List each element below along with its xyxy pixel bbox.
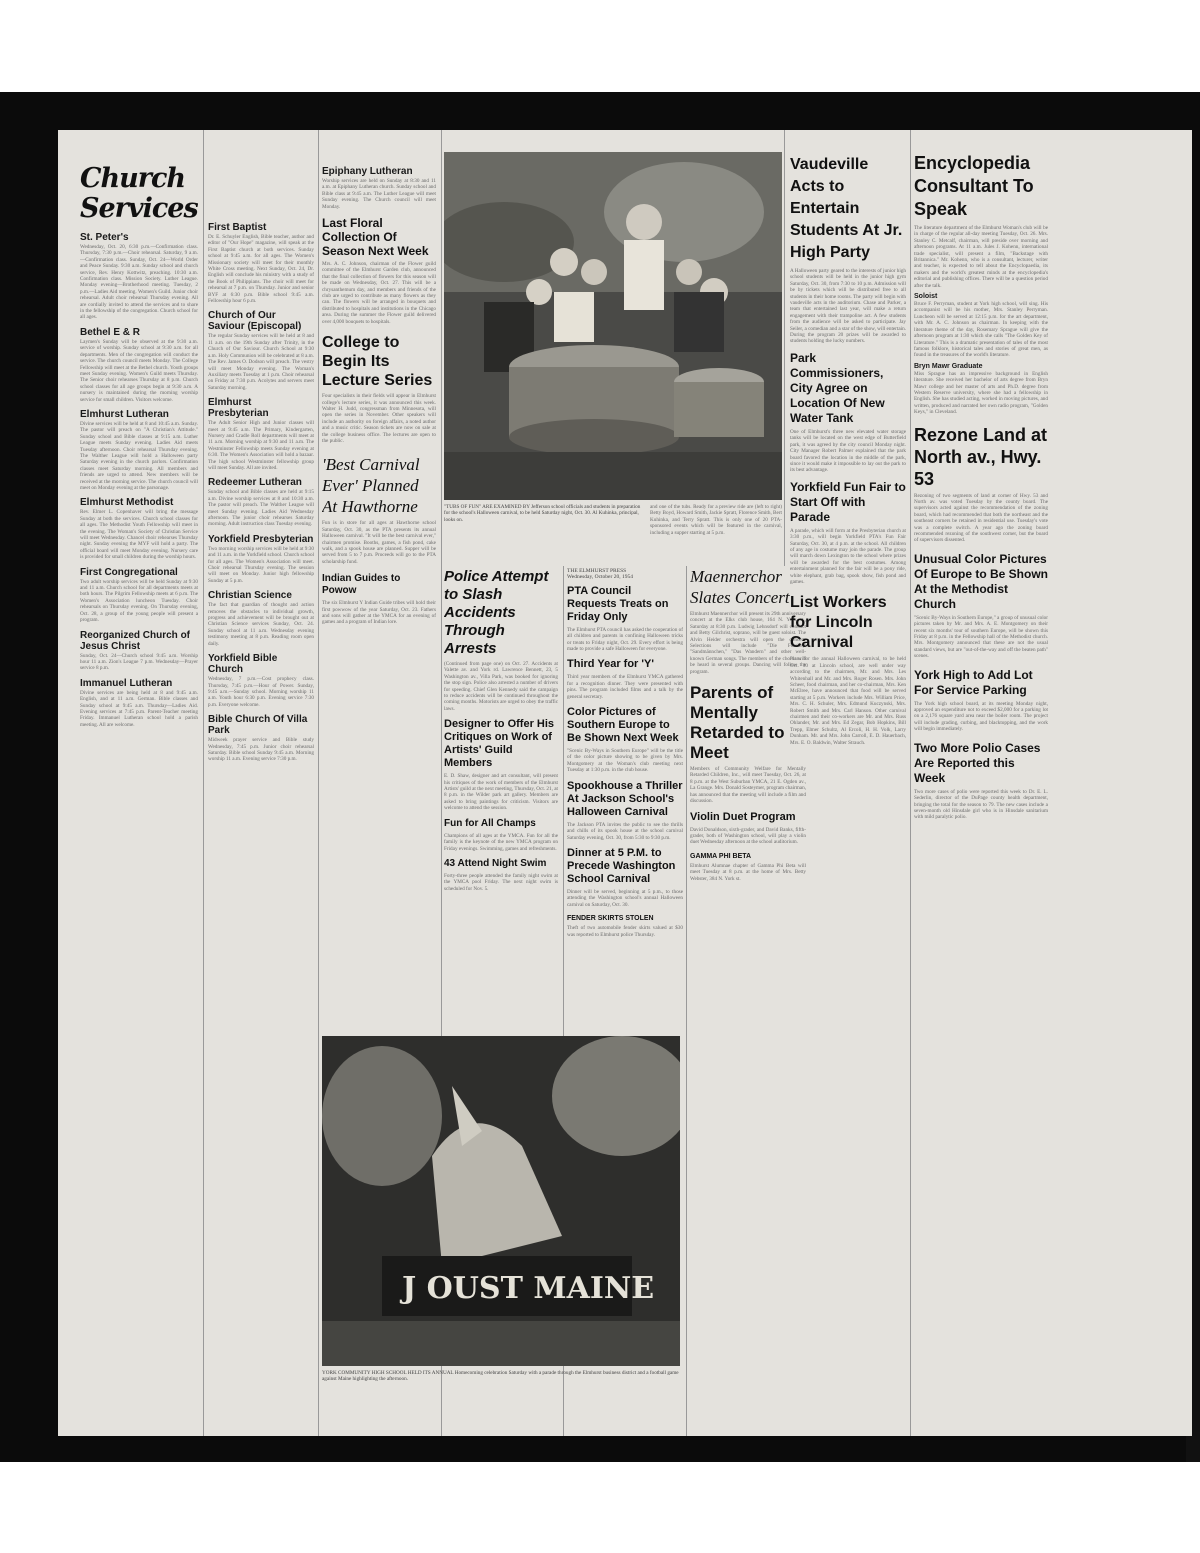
photo-image xyxy=(322,1036,680,1366)
text-block: Sunday school and Bible classes are held at 9:15 a.m. Divine worship services at 8 and 10:30 a.m. The pastor will preach. The Walther League will meet Sunday evening. Ladies Aid Wednesday afternoon. The junior choir rehearses Saturday morning. Adult instruction class Tuesday evening. xyxy=(208,489,314,528)
headline-third-year: Third Year for 'Y' xyxy=(567,658,654,671)
headline-carnival-hawthorne: 'Best Carnival Ever' Planned At Hawthorne xyxy=(322,455,420,517)
heading-reorganized: Reorganized Church of Jesus Christ xyxy=(80,629,191,652)
headline-fender: FENDER SKIRTS STOLEN xyxy=(567,915,654,923)
column-rule xyxy=(784,130,785,566)
heading-redeemer: Redeemer Lutheran xyxy=(208,477,302,489)
heading-our-saviour: Church of Our Saviour (Episcopal) xyxy=(208,310,302,333)
subhead-soloist: Soloist xyxy=(914,293,938,301)
text-block: Miss Sprague has an impressive background in English literature. She received her bachelor of arts degree from Bryn Mawr college and her master of arts and Ph.D. degree from Western Reserve university, where she had a fellowship in English. She has studied acting, worked in moving pictures, and written, produced and narrated her own radio program, "Golden Keys," in Cleveland. xyxy=(914,370,1048,416)
headline-spookhouse: Spookhouse a Thriller At Jackson School's Halloween Carnival xyxy=(567,779,683,818)
headline-vaudeville: Vaudeville Acts to Entertain Students At Jr. High Party xyxy=(790,156,903,261)
headline-park-commissioners: Park Commissioners, City Agree on Location Of New Water Tank xyxy=(790,350,885,425)
heading-bethel: Bethel E & R xyxy=(80,326,141,338)
text-block: Champions of all ages at the YMCA. Fun for all the family is the keynote of the new YMCA program on Friday evenings. Swimming, games and refreshments. xyxy=(444,832,558,852)
heading-elmhurst-presbyterian: Elmhurst Presbyterian xyxy=(208,397,269,420)
column-church-left xyxy=(80,130,198,1436)
text-block: Rezoning of two segments of land at corner of Hwy. 53 and North av. was voted Tuesday by the county board. The supervisors acted against the recommendation of the zoning board, which had recommended that both the northeast and the southeast corners be retained in residential use. Tuesday's vote was a complete switch. A year ago the zoning board recommended rezoning of the southwest corner, but the board of supervisors dissented. xyxy=(914,492,1048,544)
photo-tubs-of-fun xyxy=(444,152,782,500)
headline-pta: PTA Council Requests Treats on Friday Only xyxy=(567,584,669,623)
column-rule xyxy=(203,130,204,1436)
headline-dinner: Dinner at 5 P.M. to Precede Washington School Carnival xyxy=(567,846,676,885)
headline-rezone: Rezone Land at North av., Hwy. 53 xyxy=(914,424,1048,489)
text-block: Two adult worship services will be held Sunday at 9:30 and 11 a.m. Church school for all departments meets at both hours. The Pilgrim Fellowship meets at 6 p.m. The Women's Association luncheon Tuesday. Choir rehearsals on Thursday evening. On Thursday evening, Oct. 28, a group of the young people will present a program. xyxy=(80,578,198,624)
headline-lincoln: List Workers for Lincoln Carnival xyxy=(790,594,887,652)
text-block: (Continued from page one) on Oct. 27. Accidents at Valette av. and York rd. Lawrence Bennett, 23, 5 Washington av., Villa Park, was booked for ignoring the stop sign. Police also arrested a number of drivers for speeding. Chief Glen Kennedy said the campaign to reduce accidents will be continued throughout the coming months. Motorists are urged to obey the traffic laws. xyxy=(444,661,558,712)
text-block: Wednesday, Oct. 20, 6:30 p.m.—Confirmation class. Thursday, 7:30 p.m.—Choir rehearsal. Saturday, 9 a.m.—Confirmation class. Sunday, Oct. 24—World Order and Peace Sunday. 9:30 a.m. Sunday school and church service, Rev. Henry Kottwitz, preaching. 10:30 a.m. Confirmation class. Mission Society. Luther League. Monday evening—Brotherhood meeting. Tuesday, 2 p.m.—Ladies Aid meeting. Women's Guild. Junior choir rehearsal. Adult choir rehearsal Thursday evening. All are cordially invited to attend the services and to share in the fellowship of the congregation. Church school for all ages. xyxy=(80,244,198,321)
text-block: Two morning worship services will be held at 9:30 and 11 a.m. in the Yorkfield school. Church school for all ages. The Women's Association will meet. Choir rehearsal Thursday evening. The session will meet on Monday. Junior high fellowship Sunday at 5 p.m. xyxy=(208,545,314,584)
headline-unusual-color: Unusual Color Pictures Of Europe to Be Shown At the Methodist Church xyxy=(914,551,1048,611)
subhead-bryn-mawr: Bryn Mawr Graduate xyxy=(914,362,983,370)
headline-parents: Parents of Mentally Retarded to Meet xyxy=(690,683,785,763)
section-masthead: Church Services xyxy=(80,163,198,224)
heading-elmhurst-methodist: Elmhurst Methodist xyxy=(80,497,174,509)
text-block: The six Elmhurst Y Indian Guide tribes will hold their first powwow of the year Saturday, Oct. 23. Fathers and sons will gather at the YMCA for an evening of games and a program of Indian lore. xyxy=(322,600,436,626)
text-block: "Scenic By-Ways in Southern Europe" will be the title of the color picture showing to be given by Mrs. Montgomery at the Woman's club meeting next Tuesday at 1:30 p.m. in the club house. xyxy=(567,748,683,774)
photo-homecoming-float xyxy=(322,1036,680,1366)
text-block: The Elmhurst PTA council has asked the cooperation of all children and parents in confining Halloween tricks or treats to Friday night, Oct. 29. Every effort is being made to provide a safe Halloween for everyone. xyxy=(567,626,683,653)
text-block: E. D. Shaw, designer and art consultant, will present his critiques of the work of members of the Elmhurst Artists' guild at the next meeting, Thursday, Oct. 21, at 8 p.m. in the Wilder park art gallery. Members are asked to bring paintings for criticism. Visitors are welcome to attend the session. xyxy=(444,773,558,812)
heading-epiphany: Epiphany Lutheran xyxy=(322,166,413,177)
headline-yorkfield-fun: Yorkfield Fun Fair to Start Off with Parade xyxy=(790,479,906,524)
text-block: Fun is in store for all ages at Hawthorne school Saturday, Oct. 30, as the PTA presents its annual Halloween carnival. "It will be the best carnival ever," chairmen promise. Booths, games, a fish pond, cake walk, and a spook house are planned. Supper will be served from 5 to 7 p.m. Proceeds will go to the PTA scholarship fund. xyxy=(322,520,436,565)
headline-indian-guides: Indian Guides to Powow xyxy=(322,573,401,597)
heading-immanuel: Immanuel Lutheran xyxy=(80,677,173,689)
text-block: Bruce F. Perryman, student at York high school, will sing. His accompanist will be his mother, Mrs. Stanley Perryman. Luncheon will be served at 12:15 p.m. for the art department, with Mr. A. C. Johnson as chairman. In keeping with the literature theme of the day, Rosemary Sprague will give the afternoon program at 1:30 which she calls "The Golden Key of Literature." This is a dramatic presentation of tales of the most famous folklore, historical tales and stories of great men, as found in the treasures of the world's literature. xyxy=(914,301,1048,359)
heading-christian-science: Christian Science xyxy=(208,590,292,602)
heading-first-baptist: First Baptist xyxy=(208,222,267,233)
text-block: The Jackson PTA invites the public to see the thrills and chills of its spook house at the school carnival Saturday evening, Oct. 30, from 5:30 to 9:30 p.m. xyxy=(567,821,683,841)
text-block: Elmhurst Alumnae chapter of Gamma Phi Beta will meet Tuesday at 8 p.m. at the home of Mrs. Betty Webster, 384 N. York st. xyxy=(690,862,806,882)
headline-night-swim: 43 Attend Night Swim xyxy=(444,857,547,869)
text-block: Theft of two automobile fender skirts valued at $30 was reported to Elmhurst police Thursday. xyxy=(567,925,683,938)
text-block: Forty-three people attended the family night swim at the YMCA pool Friday. The next night swim is scheduled for Nov. 5. xyxy=(444,872,558,892)
text-block: Four specialists in their fields will appear in Elmhurst college's lecture series, it was announced this week. Walter H. Judd, congressman from Minnesota, will open the series in November. Other speakers will include an authority on foreign affairs, a noted author and a music critic. Season tickets are now on sale at the college business office. The lectures are open to the public. xyxy=(322,393,436,444)
headline-polio: Two More Polio Cases Are Reported this Week xyxy=(914,740,1041,785)
text-block: The literature department of the Elmhurst Woman's club will be in charge of the regular all-day meeting Tuesday, Oct. 26. Mrs. Stanley C. Metcalf, chairman, will preside over morning and afternoon programs. At 11 a.m. Jules J. Kohenn, international trade specialist, will present a film, "Backstage with Britannica." Mr. Kohenn, who is a consultant, lecturer, writer and teacher, is expected to tell about the Encyclopaedia, its makers and the world's greatest minds at the encyclopedia's editorial and publishing offices. There will be a question period after the talk. xyxy=(914,225,1048,289)
text-block: and one of the tubs. Ready for a preview ride are (left to right) Betty Boyd, Howard Smith, Jackie Spratt, Florence Smith, Bert Kuhinka, and Terry Spratt. This is only one of 20 PTA-sponsored events which will be featured in the carnival, including a supper starting at 5 p.m. xyxy=(650,504,782,536)
headline-floral: Last Floral Collection Of Season Next Week xyxy=(322,216,429,259)
caption-tubs-of-fun: "TUBS OF FUN" ARE EXAMINED BY Jefferson school officials and students in preparation for the school's Halloween carnival, to be held Saturday night, Oct. 30. Al Kuhinka, principal, looks on. xyxy=(444,504,641,523)
text-block: Worship services are held on Sunday at 8:30 and 11 a.m. at Epiphany Lutheran church. Sunday school and Bible class at 9:45 a.m. The Luther League will meet Sunday evening. The Church council will meet Monday. xyxy=(322,178,436,210)
column-rule xyxy=(910,130,911,1436)
text-block: Rev. Elmer L. Copenhaver will bring the message Sunday at both the services. Church school classes for all ages. The Methodist Youth Fellowship will meet in the evening. The Woman's Society of Christian Service will meet Wednesday. Chancel choir rehearses Thursday night. Sunday evening the MYF will hold a party. The official board will meet Monday evening. Nursery care is provided for small children during the worship hours. xyxy=(80,509,198,561)
text-block: The York high school board, at its meeting Monday night, approved an expenditure not to exceed $2,000 for a parking lot on a 2,176 square yard area near the boiler room. The project will include grading, curbing, and blacktopping, and the work will begin immediately. xyxy=(914,700,1048,733)
headline-encyclopedia: Encyclopedia Consultant To Speak xyxy=(914,153,1034,219)
headline-fun-champs: Fun for All Champs xyxy=(444,817,536,829)
newspaper-page xyxy=(58,130,1192,1436)
text-block: Third year members of the Elmhurst YMCA gathered for a recognition dinner. They were presented with pins. The program included films and a talk by the general secretary. xyxy=(567,674,683,700)
text-block: The fact that guardian of thought and action removes the obstacles to individual growth, progress and achievement will be brought out at Christian Science services Sunday, Oct. 24. Sunday school at 11 a.m. Wednesday evening testimony meeting at 8 p.m. Reading room open daily. xyxy=(208,602,314,647)
text-block: Mrs. A. C. Johnson, chairman of the Flower guild committee of the Elmhurst Garden club, announced that the final collection of flowers for this season will be made on Wednesday, Oct. 27. This will be a chrysanthemum day, and members and friends of the club are urged to contribute as many flowers as they can. The flowers will be arranged in bouquets and distributed to hospitals and institutions in the Chicago area. During the summer the Flower guild delivered over 4,000 bouquets to hospitals. xyxy=(322,261,436,325)
text-block: David Donaldson, sixth-grader, and David Banks, fifth-grader, both of Washington school, will play a violin duet Wednesday afternoon at the school auditorium. xyxy=(690,826,806,846)
heading-first-congregational: First Congregational xyxy=(80,566,178,578)
heading-st-peters: St. Peter's xyxy=(80,232,129,243)
caption-homecoming: YORK COMMUNITY HIGH SCHOOL HELD ITS ANNUAL Homecoming celebration Saturday with a parade through the Elmhurst business district and a football game against Maine highlighting the afternoon. xyxy=(322,1370,679,1383)
text-block: "Scenic By-Ways in Southern Europe," a group of unusual color pictures taken by Mr. and Mrs. A. E. Montgomery on their recent six months' tour of southern Europe, will be shown this Friday at 8 p.m. in the Fellowship hall of the Methodist church. Mrs. Montgomery announced that these are not the usual standard views, but are "out-of-the-way and off the beaten path" scenes. xyxy=(914,614,1048,660)
text-block: A Halloween party geared to the interests of junior high school students will be held in the junior high gym Saturday, Oct. 30, from 7:30 to 10 p.m. Admission will be by tickets which will be distributed free to all students in their home rooms. The party will begin with vaudeville acts in the auditorium. Chase and Parker, a team that entertained last year, will make a return engagement with their trampoline act. A few students from the audience will be asked to participate. Jay Seiler, a comedian and a star of the show, will entertain. During the program 20 prizes will be awarded to students holding the lucky numbers. xyxy=(790,268,906,345)
headline-designer: Designer to Offer His Critiques on Work of Artists' Guild Members xyxy=(444,718,555,770)
headline-york-high: York High to Add Lot For Service Parking xyxy=(914,667,1033,697)
dateline: THE ELMHURST PRESS Wednesday, October 20, 1954 xyxy=(567,568,633,581)
heading-bible-villa-park: Bible Church Of Villa Park xyxy=(208,714,308,737)
text-block: A parade, which will form at the Presbyterian church at 3:30 p.m., will begin Yorkfield PTA's Fun Fair Saturday, Oct. 30, at 4 p.m. at the school. All children of any age in costume may join the parade. The group will march down Lexington to the school where prizes will be awarded for the best costumes. Among entertainment planned for the fair will be a pony ride, white elephant, grab bag, spook show, fish pond and games. xyxy=(790,527,906,585)
text-block: Divine services are being held at 8 and 9:45 a.m. English, and at 11 a.m. German. Bible classes and Sunday school at 9:45 a.m. Thursday—Ladies Aid. Evening services at 7:45 p.m. Parent-Teacher meeting Friday. Immanuel Lutheran school hold a parish meeting. All are welcome. xyxy=(80,689,198,728)
text-block: Divine services will be held at 8 and 10:45 a.m. Sunday. The pastor will preach on "A Christian's Attitude." Sunday school and Bible classes at 9:15 a.m. Luther League meets Sunday evening. Ladies Aid meets Tuesday afternoon. Choir rehearsal Thursday evening. The Walther League will hold a Halloween party Saturday evening in the church parlors. Confirmation classes meet Saturday morning. All members and friends are urged to attend. New members will be received at the morning service. The church council will meet on Monday evening at the parsonage. xyxy=(80,420,198,491)
text-block: One of Elmhurst's three new elevated water storage tanks will be located on the west edge of Butterfield park, it was agreed by the city council Monday night. City Manager Robert Palmer explained that the park board favored the location in the middle of the park, since it would make it impossible to lay out the park to its best advantage. xyxy=(790,428,906,474)
heading-yorkfield-bible: Yorkfield Bible Church xyxy=(208,653,278,676)
headline-color-pictures: Color Pictures of Southern Europe to Be Shown Next Week xyxy=(567,706,679,745)
text-block: The regular Sunday services will be held at 8 and 11 a.m. on the 19th Sunday after Trinity, in the Church of Our Saviour. Church School at 9:30 a.m. Holy Communion will be celebrated at 8 a.m. The Rev. James O. Dodson will preach. The vestry will meet Monday evening. The Woman's Auxiliary meets Tuesday at 1 p.m. Choir rehearsal on Friday at 7:30 p.m. Acolytes and servers meet Saturday morning. xyxy=(208,333,314,391)
text-block: Midweek prayer service and Bible study Wednesday, 7:45 p.m. Junior choir rehearsal Saturday. Bible school Sunday 9:45 a.m. Morning worship 11 a.m. Evening service 7:30 p.m. xyxy=(208,737,314,763)
text-block: Laymen's Sunday will be observed at the 9:30 a.m. service of worship. Sunday school at 9:30 a.m. for all departments. Men of the congregation will conduct the service. The church council meets Monday. The College Fellowship will meet at the Bethel church. Youth groups meet Sunday evening. Women's Guild meets Thursday. The Senior choir rehearses Thursday at 8 p.m. Church school classes for all age groups begin at 9:30 a.m. A nursery is maintained during the morning worship service for small children. Visitors welcome. xyxy=(80,338,198,403)
text-block: Wednesday, 7 p.m.—Cost prophecy class. Thursday, 7:45 p.m.—Hour of Power. Sunday, 9:45 a.m.—Sunday school. Morning worship 11 a.m. Youth hour 6:30 p.m. Evening service 7:30 p.m. Everyone welcome. xyxy=(208,676,314,708)
text-block: Elmhurst Maennerchor will present its 29th anniversary concert at the Elks club house, 164 N. York st., Saturday at 8:30 p.m. Ludwig Lehnsdorf will conduct and Betty Gilchrist, soprano, will be guest soloist. The Alvin Heider orchestra will open the concert. Selections will include "Die Forelle," "Sandmännchen," "Das Wandern" and other well-known German songs. The members of the chorus will be heard in several groups. Dancing will follow the program. xyxy=(690,611,806,675)
column-church-middle xyxy=(208,130,314,1436)
column-eight xyxy=(914,130,1048,1436)
headline-gamma: GAMMA PHI BETA xyxy=(690,852,752,860)
text-block: The Adult Senior High and Junior classes will meet at 9:45 a.m. The Primary, Kindergarten, Nursery and Cradle Roll departments will meet at 11 a.m. Morning worship at 9:30 and 11 a.m. The Westminster Fellowship meets Sunday evening at 6:30. The Women's Association will hold a bazaar. The high school Westminster fellowship group will meet Sunday. All are invited. xyxy=(208,420,314,471)
headline-police: Police Attempt to Slash Accidents Through Arrests xyxy=(444,568,549,657)
column-seven xyxy=(790,130,906,1436)
headline-college: College to Begin Its Lecture Series xyxy=(322,334,433,390)
column-rule xyxy=(686,566,687,1436)
text-block: Plans for the annual Halloween carnival, to be held Oct. 30 at Lincoln school, are well under way according to the chairmen, Mr. and Mrs. Les Whitenhall and Mr. and Mrs. Roger Rosen. Mrs. John Scheer, food chairman, and her co-chairman, Mrs. Ken McElree, have announced that food will be served starting at 5 p.m. Workers include Mrs. William Price, Mrs. C. H. Schuler, Mrs. Edmund Kuczynski, Mrs. Robert Smith and Mrs. Carl Hanson. Other carnival chairmen and their co-workers are Mr. and Mrs. Russ Ohlander, Mr. and Mrs. Ed Zegar, Bob Hopkins, Bill Trepp, Elmer Schultz, Al Ercoli, H. H. Volk, Larry Dunham. Mr. and Mrs. John Carroll, E. D. Hauerbach, Mrs. E. O. Baldwin, Walter Strauch. xyxy=(790,656,906,746)
headline-violin: Violin Duet Program xyxy=(690,810,796,823)
text-block: Members of Community Welfare for Mentally Retarded Children, Inc., will meet Tuesday, Oct. 26, at 8 p.m. at the West Suburban YMCA, 21 E. Ogden av., La Grange. Mrs. Donald Sosteymer, program chairman, has announced that the meeting will include a film and discussion. xyxy=(690,766,806,805)
text-block: Sunday, Oct. 24—Church school 9:45 a.m. Worship hour 11 a.m. Zion's League 7 p.m. Wednesday—Prayer service 8 p.m. xyxy=(80,652,198,672)
heading-yorkfield-presbyterian: Yorkfield Presbyterian xyxy=(208,533,314,545)
text-block: Two more cases of polio were reported this week to Dr. E. L. Sederlin, director of the DuPage county health department, bringing the total for the season to 79. The new cases include a seven-month old Hinsdale girl who is in Hinsdale sanitarium with mild paralytic polio. xyxy=(914,788,1048,821)
headline-maennerchor: Maennerchor Slates Concert xyxy=(690,567,790,607)
float-text: J OUST MAINE xyxy=(402,1271,655,1306)
column-six xyxy=(690,566,806,1436)
text-block: Dinner will be served, beginning at 5 p.m., to those attending the Washington school's annual Halloween carnival on Saturday, Oct. 30. xyxy=(567,888,683,908)
column-rule xyxy=(318,130,319,1436)
photo-image xyxy=(444,152,782,500)
text-block: Dr. E. Schuyler English, Bible teacher, author and editor of "Our Hope" magazine, will speak at the First Baptist church at both services. Sunday school at 9:45 a.m. for all ages. The Women's Missionary society will meet for their monthly White Cross meeting. Next Sunday, Oct. 24, Dr. English will conclude his ministry with a study of the Book of Philippians. The choir will meet for rehearsal at 7 p.m. on Thursday. Junior and senior BYF at 6:30 p.m. Bible school 9:45 a.m. Fellowship hour 6 p.m. xyxy=(208,234,314,305)
heading-elmhurst-lutheran: Elmhurst Lutheran xyxy=(80,408,169,420)
